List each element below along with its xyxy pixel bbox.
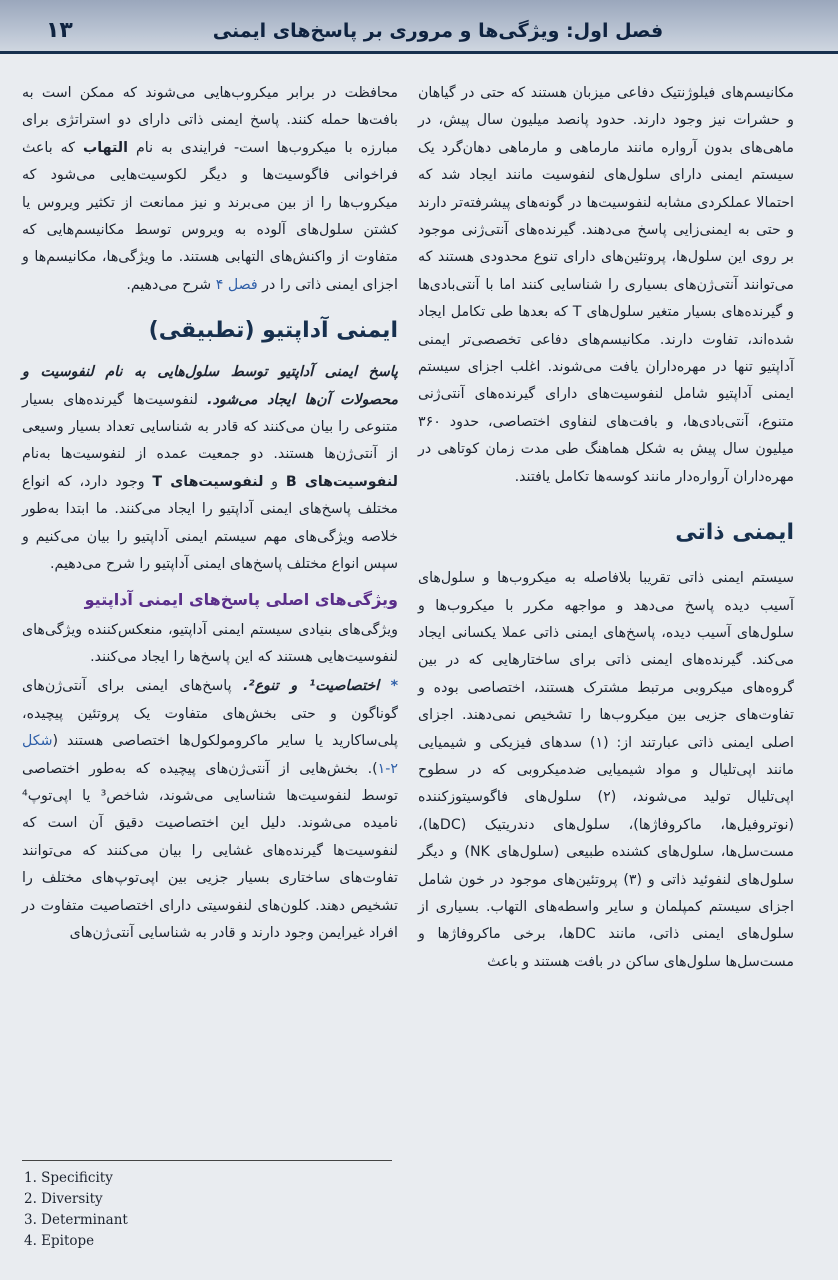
chapter-title: فصل اول: ویژگی‌ها و مروری بر پاسخ‌های ایمنی <box>212 20 664 42</box>
text-run: پاسخ‌های ایمنی برای آنتی‌ژن‌های گوناگون و حتی بخش‌های متفاوت یک پروتئین پیچیده، پلی‌ساکارید یا سایر ماکرومولکول‌ها اختصاصی هستند ( <box>22 678 398 750</box>
page-number: ۱۳ <box>46 18 73 43</box>
b-lymphocytes-term: لنفوسیت‌های B <box>285 473 398 490</box>
adaptive-features-paragraph: ویژگی‌های بنیادی سیستم ایمنی آداپتیو، منعکس‌کننده ویژگی‌های لنفوسیت‌هایی هستند که این پاسخ‌ها را ایجاد می‌کنند. <box>22 621 398 665</box>
adaptive-features-heading: ویژگی‌های اصلی پاسخ‌های ایمنی آداپتیو <box>84 589 398 609</box>
text-run: وجود دارد، که انواع مختلف پاسخ‌های ایمنی آداپتیو را ایجاد می‌کنند. ما ابتدا به‌طور خلاصه ویژگی‌های مهم سیستم ایمنی آداپتیو را بیان می‌کنیم و سپس انواع مختلف پاسخ‌های ایمنی آداپتیو را شرح می‌دهیم. <box>22 473 398 573</box>
chapter-4-reference[interactable]: فصل ۴ <box>215 276 258 293</box>
text-run: و <box>263 473 286 490</box>
innate-immunity-paragraph: سیستم ایمنی ذاتی تقریبا بلافاصله به میکروب‌ها و سلول‌های آسیب دیده پاسخ می‌دهد و مواجهه مکرر با میکروب‌ها و سلول‌های آسیب دیده، پاسخ‌های ایمنی ذاتی عملا یکسانی ایجاد می‌کند. گیرنده‌های ایمنی ذاتی برای ساختارهایی که در بین گروه‌های میکروبی مرتبط مشترک هستند، اختصاصی بوده و تفاوت‌های جزیی بین میکروب‌ها را تشخیص نمی‌دهند. اجزای اصلی ایمنی ذاتی عبارتند از: (۱) سدهای فیزیکی و شیمیایی مانند اپی‌تلیال و مواد شیمیایی ضدمیکروبی که در سطوح اپی‌تلیال تولید می‌شوند، (۲) سلول‌های فاگوسیتوزکننده (نوتروفیل‌ها، ماکروفاژها)، سلول‌های دندریتیک (DCها)، مست‌سل‌ها، سلول‌های کشنده طبیعی (سلول‌های NK) و دیگر سلول‌های لنفوئید ذاتی و (۳) پروتئین‌های موجود در خون شامل اجزای سیستم کمپلمان و سایر واسطه‌های التهاب. بسیاری از سلول‌های ایمنی ذاتی، مانند DCها، برخی ماکروفاژها و مست‌سل‌ها سلول‌های ساکن در بافت هستند و باعث <box>418 570 794 970</box>
specificity-bullet <box>22 673 398 947</box>
adaptive-immunity-heading: ایمنی آداپتیو (تطبیقی) <box>148 318 398 344</box>
text-run: شرح می‌دهیم. <box>126 276 216 293</box>
innate-continuation-paragraph <box>22 80 398 299</box>
text-run: محافظت در برابر میکروب‌هایی می‌شوند که ممکن است به بافت‌ها حمله کنند. پاسخ ایمنی ذاتی دارای دو استراتژی برای مبارزه با میکروب‌ها است- فرایندی به نام <box>22 85 398 156</box>
intro-paragraph: مکانیسم‌های فیلوژنتیک دفاعی میزبان هستند که حتی در گیاهان و حشرات نیز وجود دارند. حدود پانصد میلیون سال پیش، در ماهی‌های بدون آرواره مانند مارماهی و مارماهی دهان‌گرد یک سیستم ایمنی دارای سلول‌های لنفوسیت مانند ایجاد شد که احتمالا عملکردی مشابه لنفوسیت‌ها در گونه‌های پیشرفته‌تر دارند و حتی به ایمنی‌زایی پاسخ می‌دهند. گیرنده‌های آنتی‌ژنی موجود بر روی این سلول‌ها، پروتئین‌های دارای تنوع محدودی هستند که می‌توانند آنتی‌ژن‌های بسیاری را شناسایی کنند اما با آنتی‌بادی‌ها و گیرنده‌های بسیار متغیر سلول‌های T که بعدها طی تکامل ایجاد شده‌اند، تفاوت دارند. مکانیسم‌های دفاعی تخصصی‌تر ایمنی آداپتیو تنها در مهره‌داران یافت می‌شوند. اغلب اجزای سیستم ایمنی آداپتیو شامل لنفوسیت‌های دارای گیرنده‌های آنتی‌ژنی متنوع، آنتی‌بادی‌ها، و بافت‌های لنفاوی اختصاصی، حدود ۳۶۰ میلیون سال پیش به شکل هماهنگ طی مدت زمان کوتاهی در مهره‌داران آرواره‌دار مانند کوسه‌ها تکامل یافتند. <box>418 85 794 485</box>
bullet-asterisk: * <box>390 678 398 695</box>
right-column <box>418 80 794 976</box>
footnote-divider <box>22 1160 392 1161</box>
specificity-label: اختصاصیت¹ و تنوع². <box>242 678 380 695</box>
footnote-1: 1. Specificity <box>24 1170 113 1186</box>
left-column <box>22 80 398 947</box>
figure-2-1-reference[interactable]: شکل ۲-۱ <box>22 733 398 777</box>
text-run: که باعث فراخوانی فاگوسیت‌ها و دیگر لکوسیت‌هایی می‌شود که میکروب‌ها را از بین می‌برند و نیز ممانعت از تکثیر ویروس یا کشتن سلول‌های آلوده به ویروس توسط مکانیسم‌هایی که متفاوت از واکنش‌های التهابی هستند. ما ویژگی‌ها، مکانیسم‌ها و اجزای ایمنی ذاتی را در <box>22 139 398 293</box>
footnotes <box>24 1168 284 1252</box>
text-run: ). بخش‌هایی از آنتی‌ژن‌های پیچیده که به‌طور اختصاصی توسط لنفوسیت‌ها شناسایی می‌شوند، شاخص³ یا اپی‌توپ⁴ نامیده می‌شوند. دلیل این اختصاصیت دقیق آن است که لنفوسیت‌ها گیرنده‌های غشایی را بیان می‌کنند که می‌توانند تفاوت‌های ساختاری بسیار جزیی بین اپی‌توپ‌های مختلف را تشخیص دهند. کلون‌های لنفوسیتی دارای اختصاصیت متفاوت در افراد غیرایمن وجود دارند و قادر به شناسایی آنتی‌ژن‌های <box>22 760 398 941</box>
footnote-2: 2. Diversity <box>24 1191 103 1207</box>
page-header <box>0 0 838 54</box>
t-lymphocytes-term: لنفوسیت‌های T <box>152 473 264 490</box>
adaptive-lead-sentence: پاسخ ایمنی آداپتیو توسط سلول‌هایی به نام لنفوسیت و محصولات آن‌ها ایجاد می‌شود. <box>22 364 398 408</box>
adaptive-immunity-paragraph <box>22 359 398 578</box>
text-run: لنفوسیت‌ها گیرنده‌های بسیار متنوعی را بیان می‌کنند که قادر به شناسایی تعداد بسیار وسیعی از آنتی‌ژن‌ها هستند. دو جمعیت عمده از لنفوسیت‌ها به‌نام <box>22 391 398 463</box>
footnote-3: 3. Determinant <box>24 1212 128 1228</box>
innate-immunity-heading: ایمنی ذاتی <box>675 520 794 546</box>
inflammation-term: التهاب <box>83 139 128 156</box>
footnote-4: 4. Epitope <box>24 1233 95 1249</box>
